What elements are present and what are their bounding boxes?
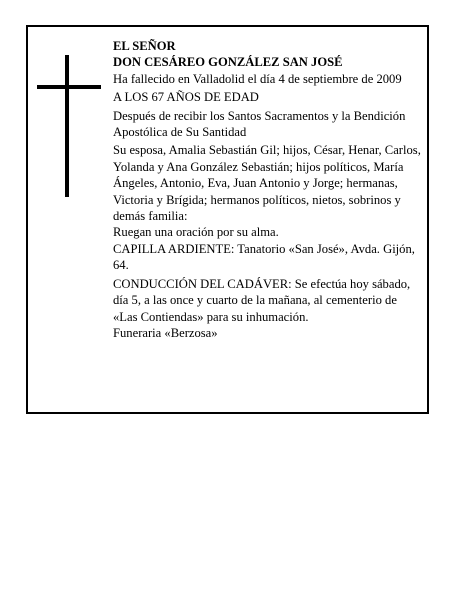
prayer-request: Ruegan una oración por su alma. [113, 225, 279, 240]
sacraments-line: Después de recibir los Santos Sacramentos y la Bendición Apostólica de Su Santidad [113, 108, 406, 140]
cross-horizontal-bar [37, 85, 101, 89]
chapel-info: CAPILLA ARDIENTE: Tanatorio «San José», Avda. Gijón, 64. [113, 241, 415, 273]
latin-cross-icon [37, 55, 101, 197]
family-list: Su esposa, Amalia Sebastián Gil; hijos, César, Henar, Carlos, Yolanda y Ana González Sebastián; hijos políticos, María Ángeles, Antonio, Eva, Juan Antonio y Jorge; hermanas, Victoria y Brígida; hermanos políticos, nietos, sobrinos y demás familia: [113, 143, 421, 224]
deceased-name: DON CESÁREO GONZÁLEZ SAN JOSÉ [113, 55, 343, 70]
conduction-info: CONDUCCIÓN DEL CADÁVER: Se efectúa hoy sábado, día 5, a las once y cuarto de la mañana, al cementerio de «Las Contiendas» para su inhumación. [113, 276, 411, 324]
obituary-text [113, 38, 421, 341]
notice-title: EL SEÑOR [113, 39, 176, 53]
funeral-home: Funeraria «Berzosa» [113, 325, 218, 340]
death-announcement: Ha fallecido en Valladolid el día 4 de septiembre de 2009 [113, 71, 402, 86]
cross-vertical-bar [65, 55, 69, 197]
age-line: A LOS 67 AÑOS DE EDAD [113, 90, 259, 105]
